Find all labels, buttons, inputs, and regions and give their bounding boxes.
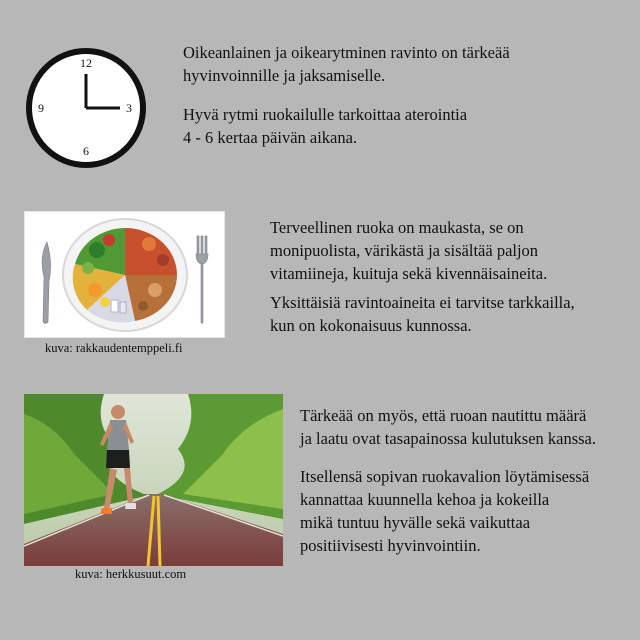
section3-paragraph-1: Tärkeää on myös, että ruoan nautittu määrä ja laatu ovat tasapainossa kulutuksen kanssa. <box>300 406 597 448</box>
clock-label-12: 12 <box>80 56 92 70</box>
plate-image-caption: kuva: rakkaudentemppeli.fi <box>45 341 183 355</box>
section1-paragraph-1: Oikeanlainen ja oikearytminen ravinto on tärkeää hyvinvoinnille ja jaksamiselle. <box>183 43 510 85</box>
clock-label-6: 6 <box>83 144 89 158</box>
runner-image-caption: kuva: herkkusuut.com <box>75 567 187 581</box>
clock-illustration <box>25 47 147 169</box>
clock-label-9: 9 <box>38 101 44 115</box>
plate-icon <box>25 212 224 337</box>
runner-photo-icon <box>24 394 283 566</box>
section1-paragraph-2: Hyvä rytmi ruokailulle tarkoittaa aterointia 4 - 6 kertaa päivän aikana. <box>183 105 468 147</box>
section3-paragraph-2: Itsellensä sopivan ruokavalion löytämisessä kannattaa kuunnella kehoa ja kokeilla mikä tuntuu hyvälle sekä vaikuttaa positiivisesti hyvinvointiin. <box>300 467 590 555</box>
section2-paragraph-2: Yksittäisiä ravintoaineita ei tarvitse tarkkailla, kun on kokonaisuus kunnossa. <box>270 293 575 335</box>
healthy-plate-image <box>24 211 225 338</box>
runner-image <box>24 394 283 566</box>
section2-paragraph-1: Terveellinen ruoka on maukasta, se on monipuolista, värikästä ja sisältää paljon vitamiineja, kuituja sekä kivennäisaineita. <box>270 218 548 283</box>
clock-icon <box>25 47 147 169</box>
clock-label-3: 3 <box>126 101 132 115</box>
